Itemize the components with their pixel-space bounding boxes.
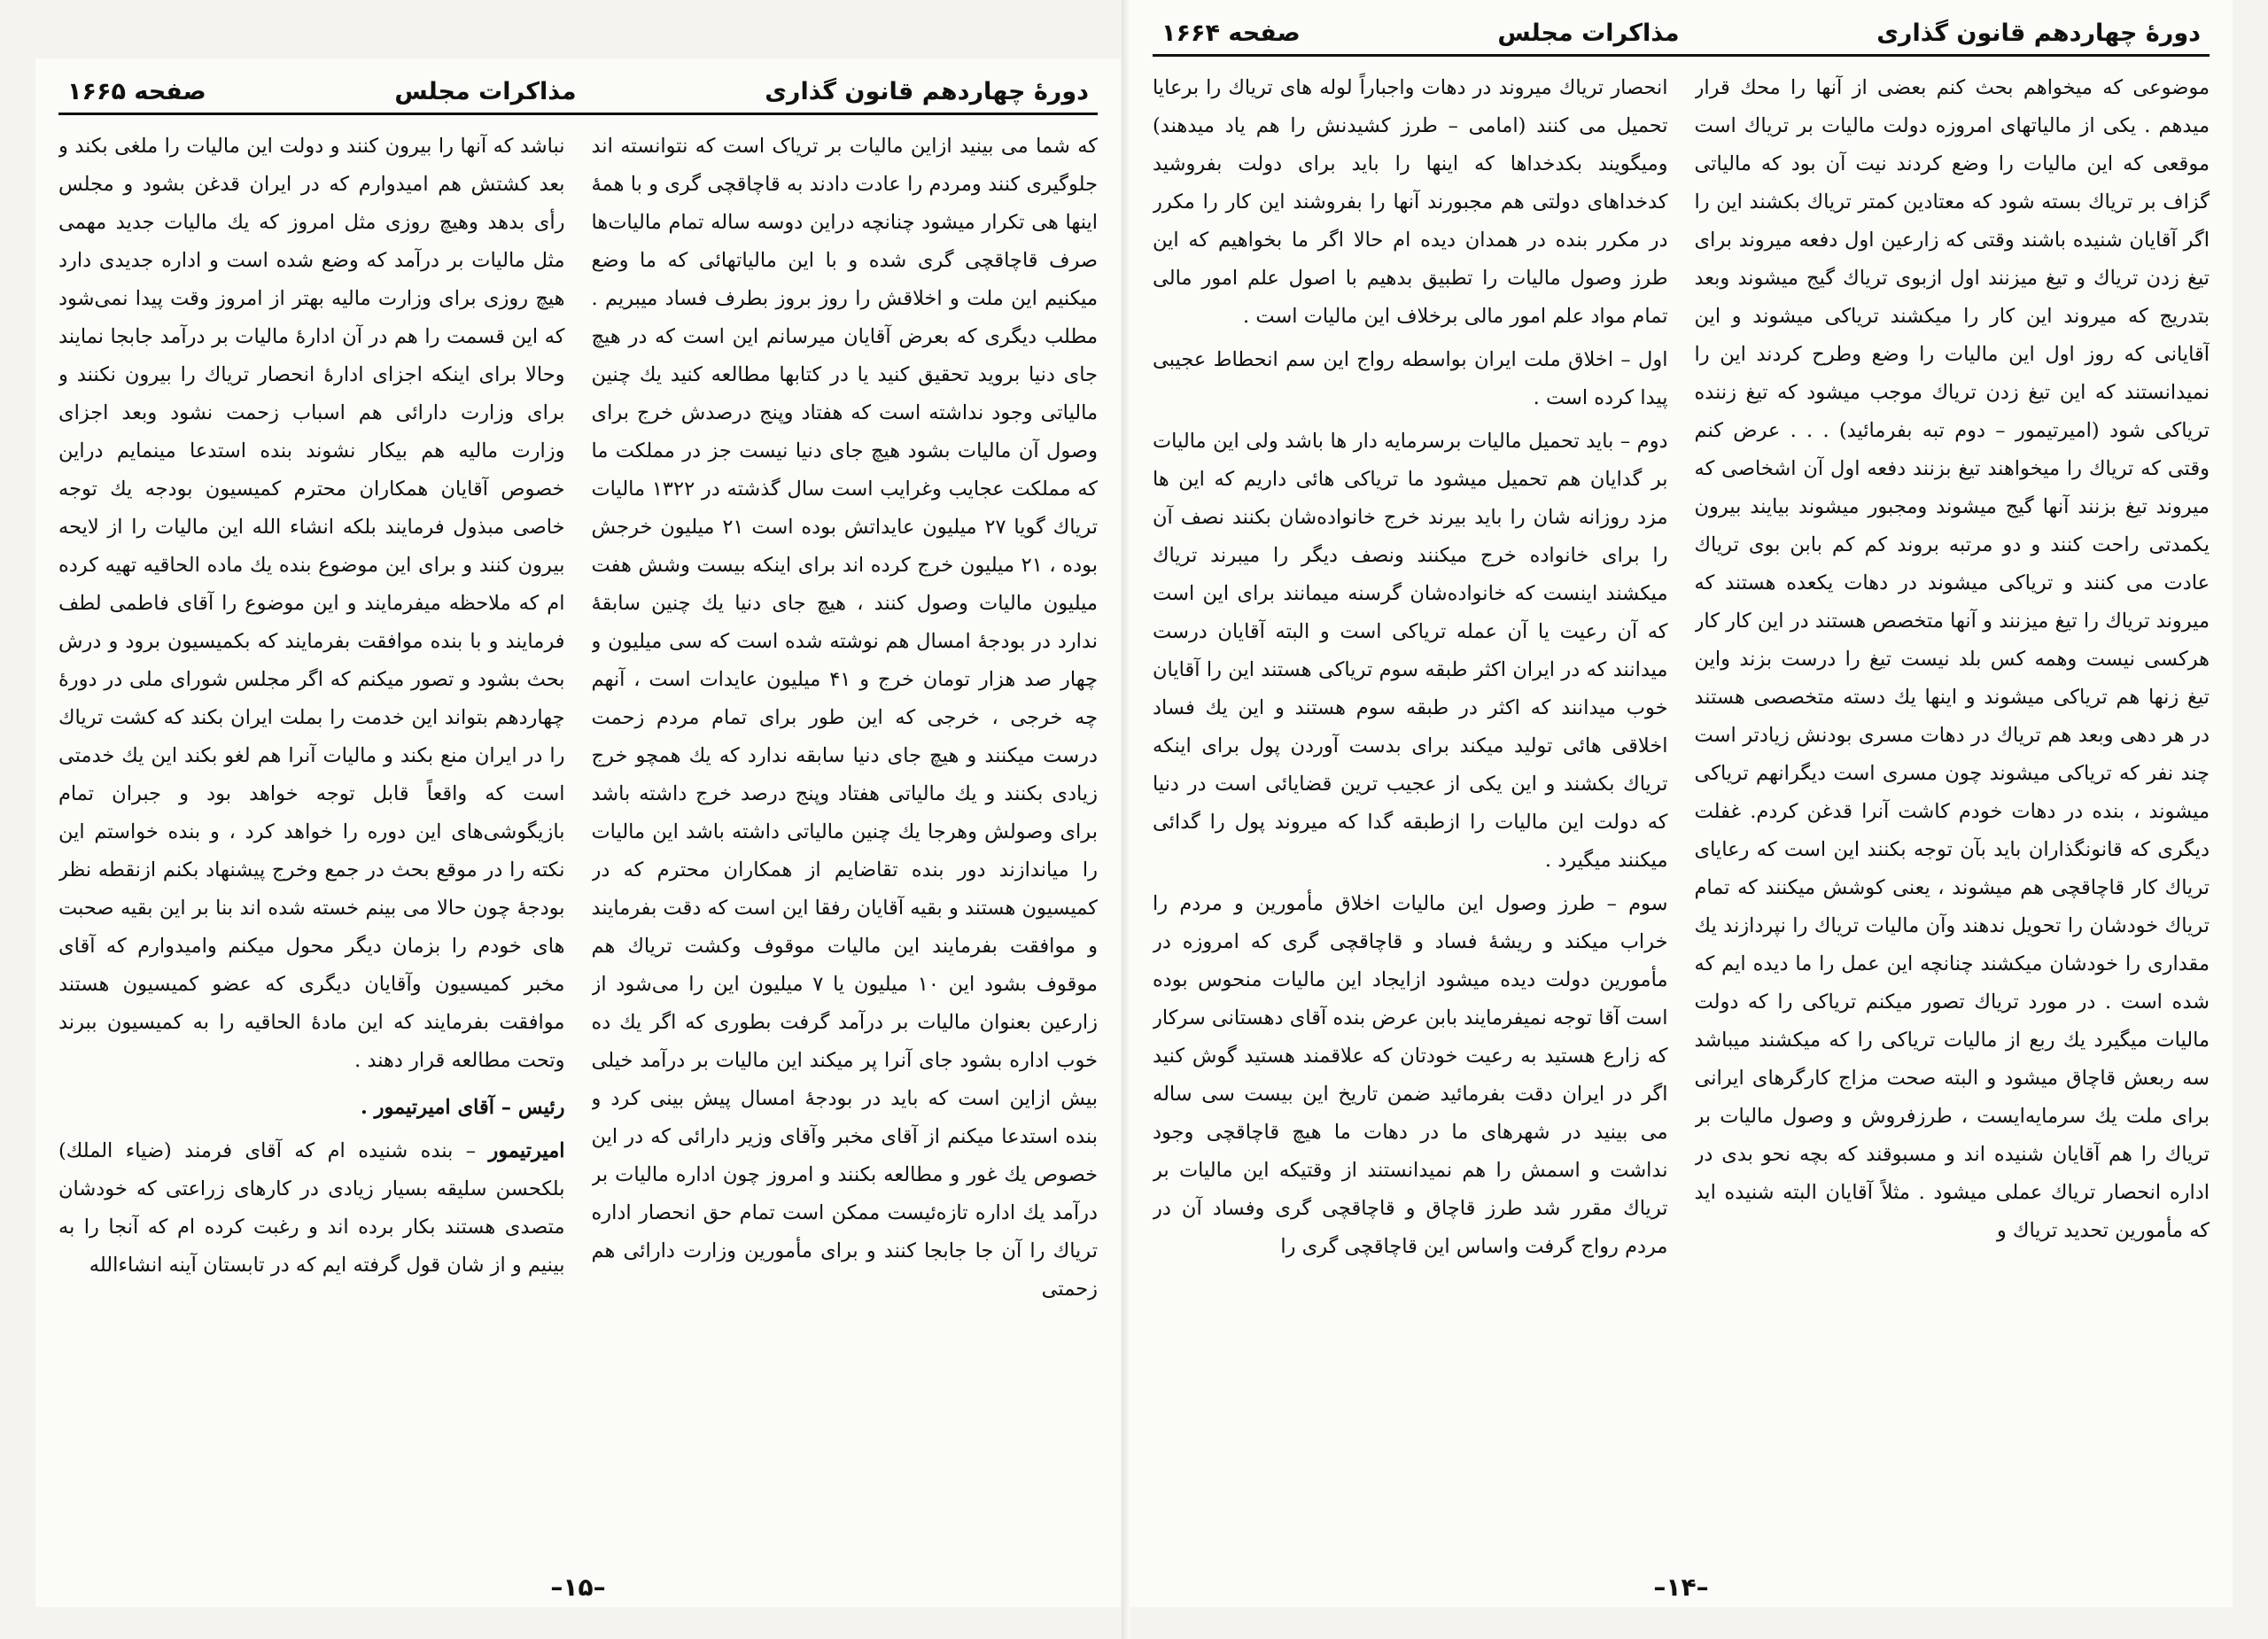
speaker-paragraph xyxy=(58,1132,565,1285)
header-page-label: صفحه ۱۶۶۴ xyxy=(1161,19,1301,47)
paragraph: نباشد که آنها را بیرون کنند و دولت این مالیات را ملغی بکند و بعد کشتش هم امیدوارم که در ایران قدغن بشود و مجلس رأی بدهد وهیچ روزی مثل امروز که یك مالیات جدید مهمی مثل مالیات بر درآمد که وضع شده است و اداره جدیدی دارد هیچ روزی برای وزارت مالیه بهتر از امروز وقت پیدا نمی‌شود که این قسمت را هم در آن ادارهٔ مالیات بر درآمد جابجا نمایند وحالا برای اینکه اجزای ادارهٔ انحصار تریاك را بیرون نکنند و برای وزارت دارائی هم اسباب زحمت نشود وبعد اجزای وزارت مالیه هم بیکار نشوند بنده استدعا مینمایم دراین خصوص آقایان همکاران محترم کمیسیون بودجه یك توجه خاصی مبذول فرمایند بلکه انشاء الله این مالیات را از لایحه بیرون کنند و برای این موضوع بنده یك ماده الحاقیه تهیه کرده ام که ملاحظه میفرمایند و این موضوع را آقای فاطمی لطف فرمایند و با بنده موافقت بفرمایند که بکمیسیون برود و درش بحث بشود و تصور میکنم که اگر مجلس شورای ملی در دورهٔ چهاردهم بتواند این خدمت را بملت ایران بکند که کشت تریاك را در ایران منع بکند و مالیات آنرا هم لغو بکند این یك خدمتی است که واقعاً قابل توجه خواهد بود و جبران تمام بازیگوشی‌های این دوره را خواهد کرد ، و بنده خواستم این نکته را در موقع بحث در جمع وخرج پیشنهاد بکنم ازنقطه نظر بودجهٔ چون حالا می بینم خسته شده اند بنا بر این بقیه صحبت های خودم را بزمان دیگر محول میکنم وامیدوارم که آقای مخبر کمیسیون وآقایان دیگری که عضو کمیسیون هستند موافقت بفرمایند که این مادهٔ الحاقیه را به کمیسیون ببرند وتحت مطالعه قرار دهند . xyxy=(58,135,565,1072)
paragraph: موضوعی که میخواهم بحث کنم بعضی از آنها را محك قرار میدهم . یکی از مالیاتهای امروزه دولت مالیات بر تریاك است موقعی که این مالیات را وضع کردند نیت آن بود که مالیاتی گزاف بر تریاك بسته شود که معتادین کمتر تریاك بکشند این را اگر آقایان شنیده باشند وقتی که زارعین اول دفعه میروند برای تیغ زدن تریاك و تیغ میزنند اول ازبوی تریاك گیج میشوند وبعد بتدریج که میروند این کار را میکشند تریاکی میشوند و این آقایانی که روز اول این مالیات را وضع وطرح کردند این را نمیدانستند که این تیغ زدن تریاك موجب میشود که تیغ زننده تریاکی شود (امیرتیمور – دوم تبه بفرمائید) . . . عرض کنم وقتی که تریاك را میخواهند تیغ بزنند دفعه اول آن اشخاصی که میروند تیغ بزنند آنها گیج میشوند ومجبور میشوند بیایند بیرون یکمدتی راحت کنند و دو مرتبه بروند کم کم بابن بوی تریاك عادت می کنند و تریاکی میشوند در دهات یکعده هستند که میروند تریاك را تیغ میزنند و آنها متخصص هستند در این کار کار هرکسی نیست وهمه کس بلد نیست تیغ را درست بزند واین تیغ زنها هم تریاکی میشوند و اینها یك دسته متخصصی هستند در هر دهی وبعد هم تریاك در دهات مسری بودنش زیادتر است چند نفر که تریاکی میشوند چون مسری است دیگرانهم تریاکی میشوند ، بنده در دهات خودم کاشت آنرا قدغن کردم. غفلت دیگری که قانونگذاران باید بآن توجه بکنند این است که رعایای تریاك کار قاچاقچی هم میشوند ، یعنی کوشش میکنند که تمام تریاك خودشان را تحویل ندهند وآن مالیات تریاك را نپردازند یك مقداری را خودشان میکشند چنانچه این عمل را ما دیده ایم که شده است . در مورد تریاك تصور میکنم تریاکی را که دولت مالیات میگیرد یك ربع از مالیات تریاکی را که میکشند میباشد سه ربعش قاچاق میشود و البته صحت مزاج کارگرهای ایرانی برای ملت یك سرمایه‌ایست ، طرزفروش و وصول مالیات بر تریاك را هم آقایان شنیده اند و مسبوقند که بچه نحو بدی در اداره انحصار تریاك عملی میشود . مثلاً آقایان البته شنیده اید که مأمورین تحدید تریاك و xyxy=(1694,76,2210,1242)
page-header xyxy=(1153,14,2210,57)
page-header xyxy=(58,73,1098,115)
paragraph: انحصار تریاك میروند در دهات واجباراً لوله های تریاك را برعایا تحمیل می کنند (امامی – طرز کشیدنش را هم یاد میدهند) ومیگویند بکدخداها که اینها را باید برای دولت بفروشید کدخداهای دولتی هم مجبورند آنها را بفروشند این کار را مکرر در مکرر بنده در همدان دیده ام حالا اگر ما بخواهیم که این طرز وصول مالیات را تطبیق بدهیم با اصول علم امور مالی تمام مواد علم امور مالی برخلاف این مالیات است . xyxy=(1153,76,1668,328)
text-columns xyxy=(1153,69,2210,1547)
column-left xyxy=(1153,69,1668,1547)
speaker-name: رئیس xyxy=(517,1096,565,1119)
column-right xyxy=(592,128,1099,1547)
speaker-text: – بنده شنیده ام که آقای فرمند (ضیاء الملك) بلکحسن سلیقه بسیار زیادی در کارهای زراعتی که خودشان متصدی هستند بکار برده اند و رغبت کرده ام که آنجا را به بینیم و از شان قول گرفته ایم که در تابستان آینه انشاءالله xyxy=(58,1139,565,1277)
page-1664 xyxy=(1130,0,2233,1607)
header-page-label: صفحه ۱۶۶۵ xyxy=(67,78,206,105)
column-right xyxy=(1695,69,2210,1547)
paragraph: سوم – طرز وصول این مالیات اخلاق مأمورین و مردم را خراب میکند و ریشهٔ فساد و قاچاقچی گری که امروزه در مأمورین دولت دیده میشود ازایجاد این مالیات منحوس بوده است آقا توجه نمیفرمایند بابن عرض بنده آقای دهستانی سرکار که زارع هستید به رعیت خودتان که علاقمند هستید گوش کنید اگر در ایران دقت بفرمائید ضمن تاریخ این بیست سی ساله می بینید در شهرهای ما در دهات ما هیچ قاچاقچی وجود نداشت و اسمش را هم نمیدانستند از وقتیکه این مالیات بر تریاك مقرر شد طرز قاچاق و قاچاقچی گری وفساد آن در مردم رواج گرفت واساس این قاچاقچی گری را xyxy=(1153,892,1668,1258)
page-number: –۱۴– xyxy=(1653,1573,1709,1602)
header-session: دورهٔ چهاردهم قانون گذاری xyxy=(1876,19,2201,47)
paragraph: که شما می بینید ازاین مالیات بر تریاک است که نتوانسته اند جلوگیری کنند ومردم را عادت دادند به قاچاقچی گری و با همهٔ اینها هی تکرار میشود چنانچه دراین دوسه ساله تمام مالیات‌ها صرف قاچاقچی گری شده و با این مالیاتهائی که ما وضع میکنیم این ملت و اخلاقش را روز بروز بطرف فساد میبریم . مطلب دیگری که بعرض آقایان میرسانم این است که در هیچ جای دنیا بروید تحقیق کنید یا در کتابها مطالعه کنید یك چنین مالیاتی وجود نداشته است که هفتاد وپنج درصدش خرج برای وصول آن مالیات بشود هیچ جای دنیا نیست جز در مملکت ما که مملکت عجایب وغرایب است سال گذشته در ۱۳۲۲ مالیات تریاك گویا ۲۷ میلیون عایداتش بوده است ۲۱ میلیون خرجش بوده ، ۲۱ میلیون خرج کرده اند برای اینکه بیست وشش هفت میلیون مالیات وصول کنند ، هیچ جای دنیا یك چنین سابقهٔ ندارد در بودجهٔ امسال هم نوشته شده است که سی میلیون و چهار صد هزار تومان خرج و ۴۱ میلیون عایدات است ، آنهم چه خرجی ، خرجی که این طور برای تمام مردم زحمت درست میکنند و هیچ جای دنیا سابقه ندارد که یك همچو خرج زیادی بکنند و یك مالیاتی هفتاد وپنج درصد خرج داشته باشد برای وصولش وهرجا یك چنین مالیاتی داشته باشد این مالیات را میاندازند دور بنده تقاضایم از همکاران محترم که در کمیسیون هستند و بقیه آقایان رفقا این است که دقت بفرمایند و موافقت بفرمایند این مالیات موقوف وکشت تریاك هم موقوف بشود این ۱۰ میلیون یا ۷ میلیون این را می‌شود از زارعین بعنوان مالیات بر درآمد گرفت بطوری که اگر یك ده خوب اداره بشود جای آنرا پر میکند این مالیات بر درآمد خیلی بیش ازاین است که باید در بودجهٔ امسال پیش بینی کرد و بنده استدعا میکنم از آقای مخبر وآقای وزیر دارائی که در این خصوص یك غور و مطالعه بکنند و امروز چون اداره مالیات بر درآمد یك اداره تازه‌ئیست ممکن است تمام حق انحصار اداره تریاك را آن جا جابجا کنند و برای مأمورین وزارت دارائی هم زحمتی xyxy=(591,135,1098,1301)
page-1665 xyxy=(35,58,1121,1607)
page-number: –۱۵– xyxy=(550,1573,606,1602)
column-left xyxy=(58,128,565,1547)
speaker-line xyxy=(58,1089,565,1127)
speaker-name: امیرتیمور xyxy=(488,1139,565,1162)
paragraph: دوم – باید تحمیل مالیات برسرمایه دار ها باشد ولی این مالیات بر گدایان هم تحمیل میشود ما تریاکی هائی داریم که این ها مزد روزانه شان را باید بیرند خرج خانواده‌شان بکنند نصف آن را برای خانواده خرج میکنند ونصف دیگر را میبرند تریاك میکشند اینست که خانواده‌شان گرسنه میمانند برای این است که آن رعیت یا آن عمله تریاکی است و البته آقایان درست میدانند که در ایران اکثر طبقه سوم تریاکی هستند این را آقایان خوب میدانند که اکثر در طبقه سوم هستند و این یك فساد اخلاقی هائی تولید میکند برای بدست آوردن پول برای اینکه تریاك بکشند و این یکی از عجیب ترین قضایائی است در دنیا که دولت این مالیات را ازطبقه گدا که میروند پول را گدائی میکنند میگیرد . xyxy=(1153,430,1668,872)
header-session: دورهٔ چهاردهم قانون گذاری xyxy=(765,78,1089,105)
header-title: مذاکرات مجلس xyxy=(394,78,577,105)
text-columns xyxy=(58,128,1098,1547)
speaker-text: – آقای امیرتیمور . xyxy=(360,1096,518,1119)
paragraph: اول – اخلاق ملت ایران بواسطه رواج این سم انحطاط عجیبی پیدا کرده است . xyxy=(1153,348,1668,409)
header-title: مذاکرات مجلس xyxy=(1497,19,1680,47)
